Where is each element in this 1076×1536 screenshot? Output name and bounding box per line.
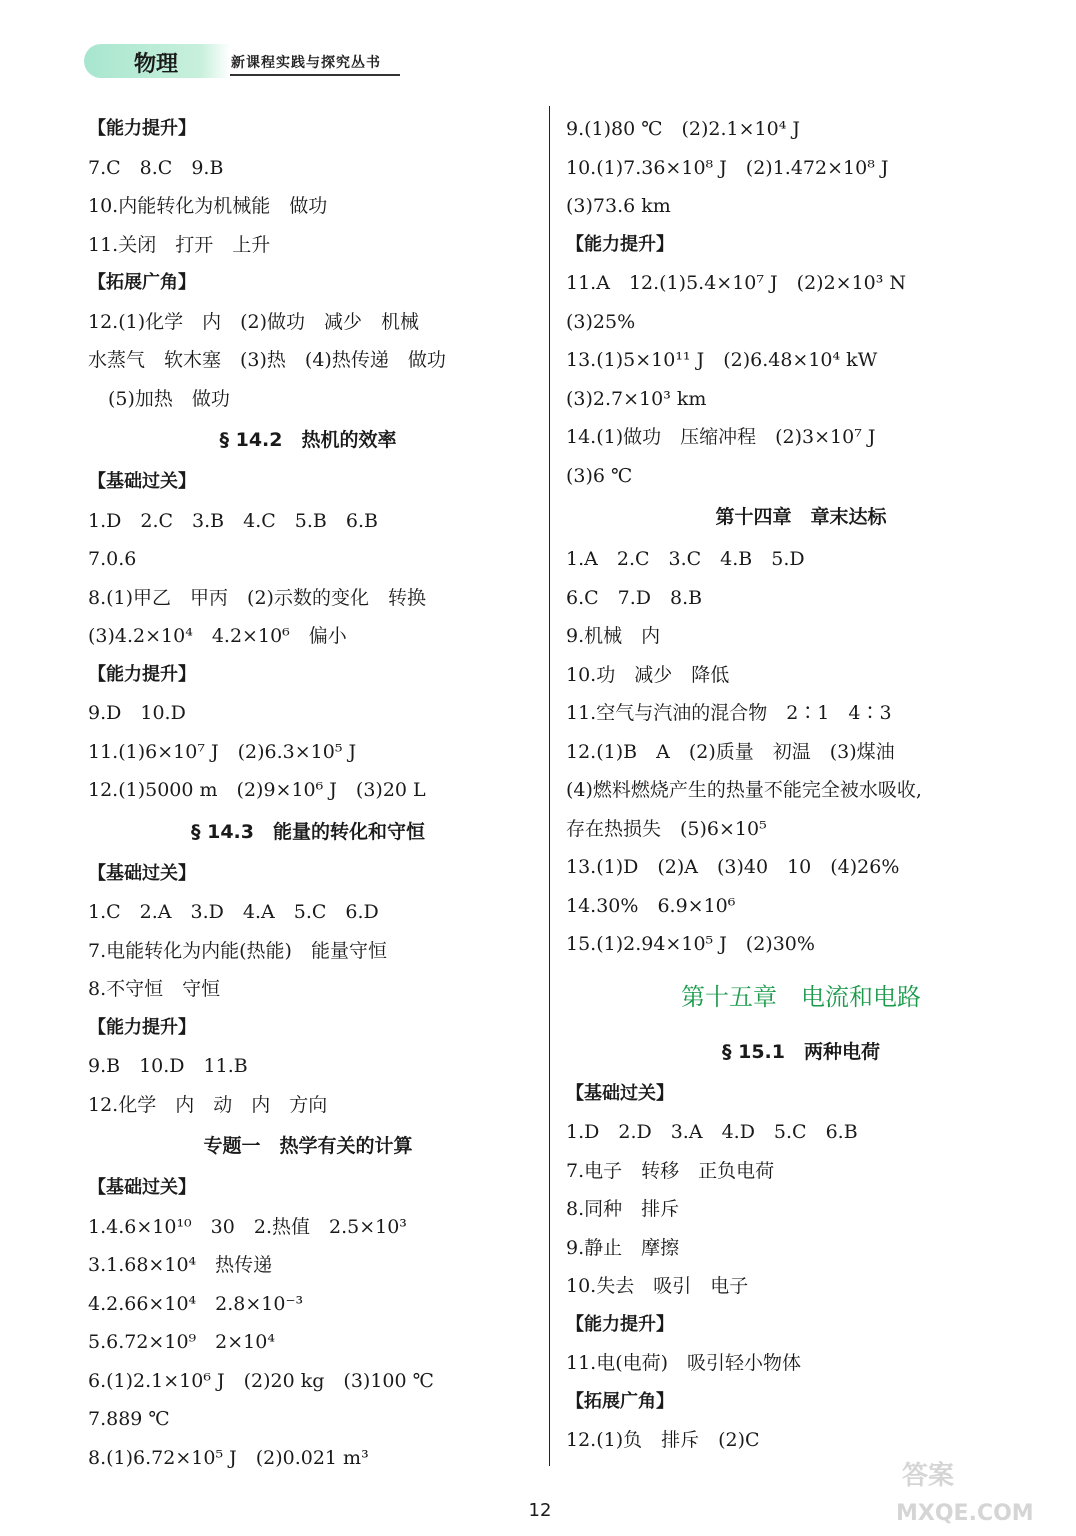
answer-line: 水蒸气 软木塞 (3)热 (4)热传递 做功 <box>88 349 446 371</box>
section-tag: 【能力提升】 <box>566 1313 674 1335</box>
answer-line: 1.D 2.D 3.A 4.D 5.C 6.B <box>566 1121 858 1143</box>
answer-line: 1.C 2.A 3.D 4.A 5.C 6.D <box>88 901 379 923</box>
answer-line: (3)25% <box>566 310 636 333</box>
section-tag: 【基础过关】 <box>88 1177 196 1198</box>
answer-line: 9.D 10.D <box>88 702 186 724</box>
section-tag: 【基础过关】 <box>88 862 196 884</box>
answer-line: 9.静止 摩擦 <box>566 1236 680 1259</box>
answer-line: 4.2.66×10⁴ 2.8×10⁻³ <box>88 1292 304 1315</box>
answer-line: 12.化学 内 动 内 方向 <box>88 1093 328 1116</box>
series-title: 新课程实践与探究丛书 <box>231 55 381 71</box>
answer-line: 14.(1)做功 压缩冲程 (2)3×10⁷ J <box>566 426 876 448</box>
answer-line: 5.6.72×10⁹ 2×10⁴ <box>88 1331 275 1353</box>
answer-line: 11.空气与汽油的混合物 2∶1 4∶3 <box>566 702 892 724</box>
answer-line: 6.(1)2.1×10⁶ J (2)20 kg (3)100 ℃ <box>88 1369 434 1392</box>
watermark-bottom: MXQE.COM <box>896 1501 1034 1526</box>
answer-line: 11.关闭 打开 上升 <box>88 233 271 256</box>
left-column <box>88 110 528 1477</box>
section-tag: 【能力提升】 <box>88 118 196 139</box>
answer-line: 1.A 2.C 3.C 4.B 5.D <box>566 548 805 570</box>
answer-line: 3.1.68×10⁴ 热传递 <box>88 1254 273 1276</box>
answer-line: 7.0.6 <box>88 548 137 570</box>
right-column <box>566 110 1036 1460</box>
answer-line: 9.机械 内 <box>566 625 661 647</box>
answer-line: 8.不守恒 守恒 <box>88 978 221 1000</box>
answer-line: 8.同种 排斥 <box>566 1198 680 1220</box>
answer-line: 1.4.6×10¹⁰ 30 2.热值 2.5×10³ <box>88 1215 407 1238</box>
section-tag: 【基础过关】 <box>566 1082 674 1104</box>
section-heading: § 14.3 能量的转化和守恒 <box>191 820 425 843</box>
section-tag: 【能力提升】 <box>566 233 674 255</box>
answer-line: 13.(1)5×10¹¹ J (2)6.48×10⁴ kW <box>566 349 878 371</box>
chapter-title: 第十五章 电流和电路 <box>681 982 921 1011</box>
answer-line: 7.C 8.C 9.B <box>88 156 224 179</box>
answer-line: 6.C 7.D 8.B <box>566 586 703 609</box>
page-header <box>84 44 404 80</box>
watermark-top: 答案 <box>902 1461 955 1491</box>
column-divider <box>549 106 550 1466</box>
answer-line: 8.(1)6.72×10⁵ J (2)0.021 m³ <box>88 1446 369 1469</box>
answer-line: 12.(1)化学 内 (2)做功 减少 机械 <box>88 310 420 333</box>
answer-line: 8.(1)甲乙 甲丙 (2)示数的变化 转换 <box>88 586 426 609</box>
section-tag: 【能力提升】 <box>88 1016 196 1038</box>
answer-line: 存在热损失 (5)6×10⁵ <box>566 817 767 840</box>
answer-line: 14.30% 6.9×10⁶ <box>566 894 736 917</box>
section-heading: 第十四章 章末达标 <box>715 506 887 528</box>
answer-line: 9.(1)80 ℃ (2)2.1×10⁴ J <box>566 118 801 140</box>
answer-line: 1.D 2.C 3.B 4.C 5.B 6.B <box>88 509 378 532</box>
answer-line: 11.(1)6×10⁷ J (2)6.3×10⁵ J <box>88 740 357 763</box>
answer-line: 11.A 12.(1)5.4×10⁷ J (2)2×10³ N <box>566 272 907 294</box>
page-number: 12 <box>528 1500 552 1521</box>
answer-line: (3)4.2×10⁴ 4.2×10⁶ 偏小 <box>88 625 347 647</box>
section-tag: 【基础过关】 <box>88 471 196 492</box>
answer-line: 10.失去 吸引 电子 <box>566 1275 749 1297</box>
answer-line: 11.电(电荷) 吸引轻小物体 <box>566 1352 802 1374</box>
answer-line: 7.电能转化为内能(热能) 能量守恒 <box>88 939 387 962</box>
answer-line: 15.(1)2.94×10⁵ J (2)30% <box>566 933 815 955</box>
answer-line: (5)加热 做功 <box>108 387 230 410</box>
section-heading: § 15.1 两种电荷 <box>722 1040 880 1063</box>
subject-label: 物理 <box>134 52 179 77</box>
answer-line: 12.(1)5000 m (2)9×10⁶ J (3)20 L <box>88 779 426 801</box>
answer-line: 10.内能转化为机械能 做功 <box>88 195 328 217</box>
watermark-logo <box>892 1450 1052 1530</box>
answer-line: 7.889 ℃ <box>88 1408 170 1430</box>
answer-line: 13.(1)D (2)A (3)40 10 (4)26% <box>566 856 900 878</box>
answer-line: 9.B 10.D 11.B <box>88 1055 248 1077</box>
answer-line: (4)燃料燃烧产生的热量不能完全被水吸收, <box>566 779 922 801</box>
section-tag: 【能力提升】 <box>88 663 196 685</box>
section-tag: 【拓展广角】 <box>566 1390 674 1412</box>
answer-line: 12.(1)B A (2)质量 初温 (3)煤油 <box>566 740 895 763</box>
section-heading: § 14.2 热机的效率 <box>219 429 397 451</box>
answer-line: (3)73.6 km <box>566 195 671 217</box>
answer-line: 10.(1)7.36×10⁸ J (2)1.472×10⁸ J <box>566 156 889 179</box>
section-tag: 【拓展广角】 <box>88 272 196 293</box>
answer-line: 7.电子 转移 正负电荷 <box>566 1159 775 1182</box>
answer-line: (3)6 ℃ <box>566 464 633 487</box>
answer-line: (3)2.7×10³ km <box>566 387 707 410</box>
answer-line: 10.功 减少 降低 <box>566 663 730 686</box>
answer-line: 12.(1)负 排斥 (2)C <box>566 1429 760 1451</box>
section-heading: 专题一 热学有关的计算 <box>203 1135 413 1157</box>
header-underline <box>230 74 400 76</box>
